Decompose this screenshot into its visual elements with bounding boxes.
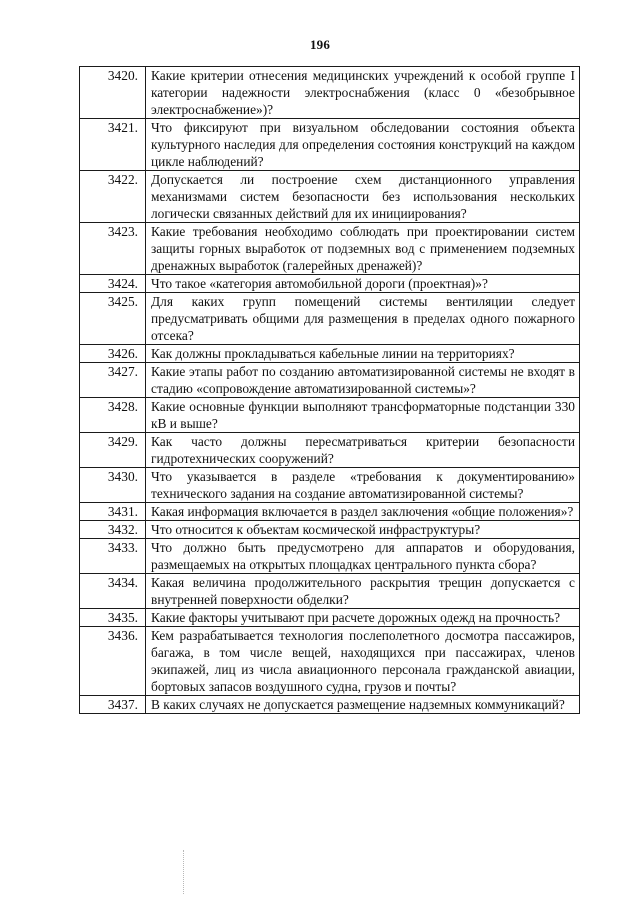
question-row [80,574,580,609]
question-row [80,67,580,119]
question-text: Что фиксируют при визуальном обследовании состояния объекта культурного наследия для определения состояния конструкций на каждом цикле наблюдений? [146,119,580,171]
question-number: 3420. [80,67,146,119]
question-number: 3437. [80,696,146,714]
question-number: 3424. [80,275,146,293]
questions-table-body [80,67,580,714]
question-number: 3422. [80,171,146,223]
question-row [80,539,580,574]
question-row [80,275,580,293]
question-row [80,503,580,521]
question-number: 3428. [80,398,146,433]
question-number: 3433. [80,539,146,574]
question-row [80,609,580,627]
question-number: 3436. [80,627,146,696]
question-text: Какие этапы работ по созданию автоматизированной системы не входят в стадию «сопровождение автоматизированной системы»? [146,363,580,398]
question-text: Какие факторы учитывают при расчете дорожных одежд на прочность? [146,609,580,627]
question-text: Кем разрабатывается технология послеполетного досмотра пассажиров, багажа, в том числе вещей, находящихся при пассажирах, членов экипажей, лиц из числа авиационного персонала гражданской авиации, бортовых запасов воздушного судна, грузов и почты? [146,627,580,696]
question-row [80,171,580,223]
question-text: Какая величина продолжительного раскрытия трещин допускается с внутренней поверхности обделки? [146,574,580,609]
question-text: Для каких групп помещений системы вентиляции следует предусматривать общими для размещения в пределах одного пожарного отсека? [146,293,580,345]
question-number: 3426. [80,345,146,363]
questions-table [79,66,580,714]
question-text: Какие требования необходимо соблюдать при проектировании систем защиты горных выработок от подземных вод с применением подземных дренажных выработок (галерейных дренажей)? [146,223,580,275]
question-row [80,398,580,433]
question-number: 3423. [80,223,146,275]
question-text: Какие критерии отнесения медицинских учреждений к особой группе I категории надежности электроснабжения (класс 0 «безобрывное электроснабжение»)? [146,67,580,119]
question-text: Как часто должны пересматриваться критерии безопасности гидротехнических сооружений? [146,433,580,468]
question-text: Что должно быть предусмотрено для аппаратов и оборудования, размещаемых на открытых площадках центрального пункта сбора? [146,539,580,574]
question-number: 3432. [80,521,146,539]
question-number: 3421. [80,119,146,171]
question-text: Что указывается в разделе «требования к документированию» технического задания на создание автоматизированной системы? [146,468,580,503]
question-row [80,293,580,345]
question-row [80,363,580,398]
question-text: Что относится к объектам космической инфраструктуры? [146,521,580,539]
question-row [80,696,580,714]
question-number: 3431. [80,503,146,521]
question-row [80,627,580,696]
question-number: 3429. [80,433,146,468]
scan-artifact-line [183,850,185,894]
question-row [80,521,580,539]
question-row [80,223,580,275]
question-row [80,345,580,363]
question-number: 3430. [80,468,146,503]
question-row [80,468,580,503]
question-row [80,119,580,171]
question-text: Допускается ли построение схем дистанционного управления механизмами систем безопасности без использования нескольких логически связанных действий для их инициирования? [146,171,580,223]
question-row [80,433,580,468]
question-text: Какие основные функции выполняют трансформаторные подстанции 330 кВ и выше? [146,398,580,433]
question-number: 3425. [80,293,146,345]
question-number: 3427. [80,363,146,398]
question-number: 3434. [80,574,146,609]
question-number: 3435. [80,609,146,627]
question-text: Как должны прокладываться кабельные линии на территориях? [146,345,580,363]
question-text: В каких случаях не допускается размещение надземных коммуникаций? [146,696,580,714]
page-number: 196 [309,37,331,52]
question-text: Какая информация включается в раздел заключения «общие положения»? [146,503,580,521]
question-text: Что такое «категория автомобильной дороги (проектная)»? [146,275,580,293]
